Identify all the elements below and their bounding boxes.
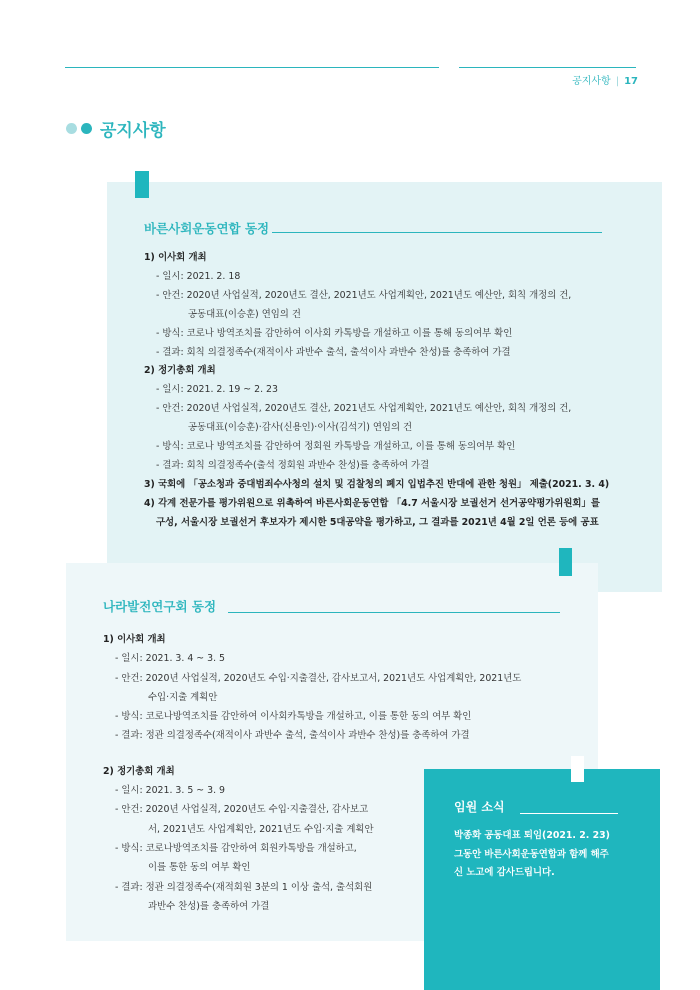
agenda-heading: 2) 정기총회 개최	[144, 365, 216, 377]
agenda-item: - 일시: 2021. 2. 19 ~ 2. 23	[156, 384, 278, 396]
agenda-item: - 일시: 2021. 2. 18	[156, 270, 241, 282]
agenda-item: - 일시: 2021. 3. 4 ~ 3. 5	[115, 653, 226, 665]
narabal-title-rule	[228, 612, 560, 613]
spacer	[103, 746, 521, 762]
agenda-item: - 안건: 2020년 사업실적, 2020년도 수입·지출결산, 감사보고	[115, 804, 369, 816]
officer-box-tab	[571, 756, 584, 782]
officer-box-content	[454, 827, 610, 883]
header-rule-right	[459, 67, 636, 68]
section-title: 공지사항	[100, 121, 166, 141]
agenda-item-continuation: 수입·지출 계획안	[148, 691, 218, 703]
agenda-item-continuation: 서, 2021년도 사업계획안, 2021년도 수입·지출 계획안	[148, 823, 374, 835]
officer-box-title: 임원 소식	[454, 800, 505, 814]
agenda-item-continuation: 공동대표(이승훈) 연임의 건	[188, 308, 301, 320]
bullet-dot-dark-icon	[81, 123, 92, 134]
agenda-item: - 방식: 코로나방역조치를 감안하여 이사회카톡방을 개설하고, 이를 통한 동의 여부 확인	[115, 711, 472, 723]
agenda-item: - 결과: 정관 의결정족수(재적이사 과반수 출석, 출석이사 과반수 찬성)를 충족하여 가결	[115, 730, 470, 742]
agenda-item: - 안건: 2020년 사업실적, 2020년도 결산, 2021년도 사업계획안, 2021년도 예산안, 회칙 개정의 건,	[156, 403, 572, 415]
agenda-heading: 3) 국회에 「공소청과 중대범죄수사청의 설치 및 검찰청의 폐지 입법추진 반대에 관한 청원」 제출(2021. 3. 4)	[144, 478, 610, 490]
agenda-item: - 방식: 코로나 방역조치를 감안하여 이사회 카톡방을 개설하고 이를 통해 동의여부 확인	[156, 327, 513, 339]
bareun-title-rule	[272, 232, 602, 233]
agenda-heading: 1) 이사회 개최	[103, 634, 166, 645]
agenda-item: - 방식: 코로나 방역조치를 감안하여 정회원 카톡방을 개설하고, 이를 통해 동의여부 확인	[156, 441, 516, 453]
agenda-item: - 안건: 2020년 사업실적, 2020년도 수입·지출결산, 감사보고서, 2021년도 사업계획안, 2021년도	[115, 672, 522, 684]
agenda-heading: 2) 정기총회 개최	[103, 765, 175, 777]
bullet-dot-light-icon	[66, 123, 77, 134]
narabal-box-tab	[559, 548, 572, 576]
agenda-item: - 일시: 2021. 3. 5 ~ 3. 9	[115, 785, 226, 797]
agenda-item: - 결과: 회칙 의결정족수(재적이사 과반수 출석, 출석이사 과반수 찬성)를 충족하여 가결	[156, 346, 511, 358]
header-separator: |	[615, 76, 620, 87]
officer-title-rule	[520, 813, 618, 814]
bareun-box-tab	[135, 171, 149, 198]
bareun-box-title: 바른사회운동연합 동정	[144, 221, 270, 236]
running-section-label: 공지사항	[572, 76, 611, 87]
header-rule-left	[65, 67, 439, 68]
agenda-item: - 방식: 코로나방역조치를 감안하여 회원카톡방을 개설하고,	[115, 842, 357, 854]
agenda-item: - 안건: 2020년 사업실적, 2020년도 결산, 2021년도 사업계획안, 2021년도 예산안, 회칙 개정의 건,	[156, 289, 572, 301]
agenda-heading: 1) 이사회 개최	[144, 252, 207, 263]
agenda-item: - 결과: 회칙 의결정족수(출석 정회원 과반수 찬성)를 충족하여 가결	[156, 459, 430, 471]
officer-news-line: 그동안 바른사회운동연합과 함께 해주	[454, 848, 609, 860]
agenda-item-continuation: 과반수 찬성)를 충족하여 가결	[148, 900, 270, 912]
bareun-box-content	[144, 249, 609, 533]
agenda-heading: 4) 각계 전문가를 평가위원으로 위촉하여 바른사회운동연합 「4.7 서울시장 보궐선거 선거공약평가위원회」를	[144, 497, 600, 509]
narabal-box-title: 나라발전연구회 동정	[103, 599, 217, 614]
agenda-item-continuation: 이를 통한 동의 여부 확인	[148, 862, 251, 874]
officer-news-line: 박종화 공동대표 퇴임(2021. 2. 23)	[454, 830, 610, 841]
officer-news-line: 신 노고에 감사드립니다.	[454, 867, 555, 878]
section-heading	[66, 116, 166, 141]
agenda-heading-continuation: 구성, 서울시장 보궐선거 후보자가 제시한 5대공약을 평가하고, 그 결과를 2021년 4월 2일 언론 등에 공표	[156, 516, 599, 528]
agenda-item-continuation: 공동대표(이승훈)·감사(신용인)·이사(김석기) 연임의 건	[188, 422, 413, 434]
page-number: 17	[624, 76, 638, 87]
page-header-label	[572, 72, 638, 87]
agenda-item: - 결과: 정관 의결정족수(재적회원 3분의 1 이상 출석, 출석회원	[115, 881, 373, 893]
